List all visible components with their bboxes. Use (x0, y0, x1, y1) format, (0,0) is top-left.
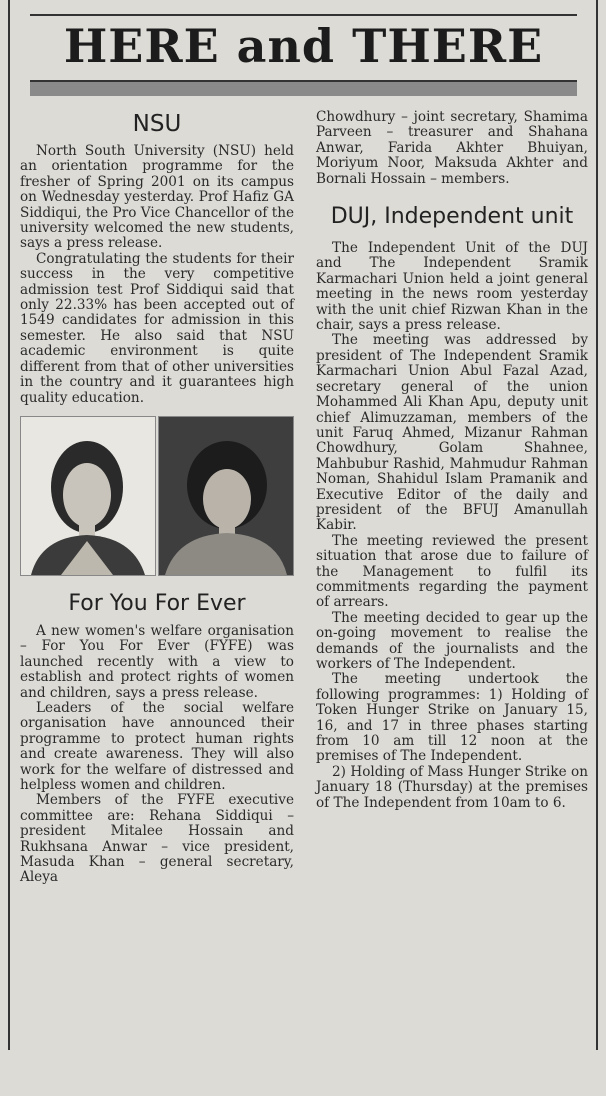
right-column (316, 110, 588, 811)
portrait-right-image (159, 417, 293, 575)
duj-paragraph: 2) Holding of Mass Hunger Strike on January 18 (Thursday) at the premises of The Independent from 10am to 6. (316, 763, 588, 811)
nsu-paragraph: Congratulating the students for their success in the very competitive admission test Prof Siddiqui said that only 22.33% has been accepted out of 1549 candidates for admission in this semester. He also said that NSU academic environment is quite different from that of other universities in the country and it guarantees high quality education. (20, 250, 294, 406)
nsu-heading: NSU (132, 111, 182, 137)
duj-paragraph: The meeting reviewed the present situation that arose due to failure of the Management to fulfil its commitments regarding the payment of arrears. (316, 532, 588, 611)
fyfe-paragraph: Leaders of the social welfare organisation have announced their programme to protect human rights and create awareness. They will also work for the welfare of distressed and helpless women and children. (20, 699, 294, 793)
nsu-paragraph: North South University (NSU) held an orientation programme for the fresher of Spring 2001 on its campus on Wednesday yesterday. Prof Hafiz GA Siddiqui, the Pro Vice Chancellor of the university welcomed the new students, says a press release. (20, 143, 294, 252)
masthead-title: HERE and THERE (63, 19, 544, 73)
duj-paragraph: The meeting was addressed by president of The Independent Sramik Karmachari Union Abul Fazal Azad, secretary general of the union Mohammed Ali Khan Apu, deputy unit chief Alimuzzaman, members of the unit Faruq Ahmed, Mizanur Rahman Chowdhury, Golam Shahnee, Mahbubur Rashid, Mahmudur Rahman Noman, Shahidul Islam Pramanik and Executive Editor of the daily and president of the BFUJ Amanullah Kabir. (316, 332, 588, 534)
fyfe-heading: For You For Ever (68, 590, 246, 616)
fyfe-paragraph: Members of the FYFE executive committee are: Rehana Siddiqui – president Mitalee Hossain and Rukhsana Anwar – vice president, Masuda Khan – general secretary, Aleya (20, 792, 294, 886)
portrait-photo-left (20, 416, 156, 576)
portrait-photo-right (158, 416, 294, 576)
fyfe-continuation: Chowdhury – joint secretary, Shamima Parveen – treasurer and Shahana Anwar, Farida Akhter Bhuiyan, Moriyum Noor, Maksuda Akhter and Bornali Hossain – members. (316, 109, 588, 187)
masthead-bar (30, 80, 577, 96)
photo-row (20, 416, 294, 576)
page-border-left (8, 0, 10, 1050)
duj-paragraph: The Independent Unit of the DUJ and The Independent Sramik Karmachari Union held a joint general meeting in the news room yesterday with the unit chief Rizwan Khan in the chair, says a press release. (316, 240, 588, 334)
duj-heading: DUJ, Independent unit (330, 204, 574, 230)
portrait-left-image (21, 417, 155, 575)
left-column (20, 110, 294, 886)
page-border-right (596, 0, 598, 1050)
duj-paragraph: The meeting undertook the following programmes: 1) Holding of Token Hunger Strike on January 15, 16, and 17 in three phases starting from 10 am till 12 noon at the premises of The Independent. (316, 671, 588, 765)
duj-paragraph: The meeting decided to gear up the on-going movement to realise the demands of the journalists and the workers of The Independent. (316, 609, 588, 672)
fyfe-paragraph: A new women's welfare organisation – For You For Ever (FYFE) was launched recently with a view to establish and protect rights of women and children, says a press release. (20, 622, 294, 701)
